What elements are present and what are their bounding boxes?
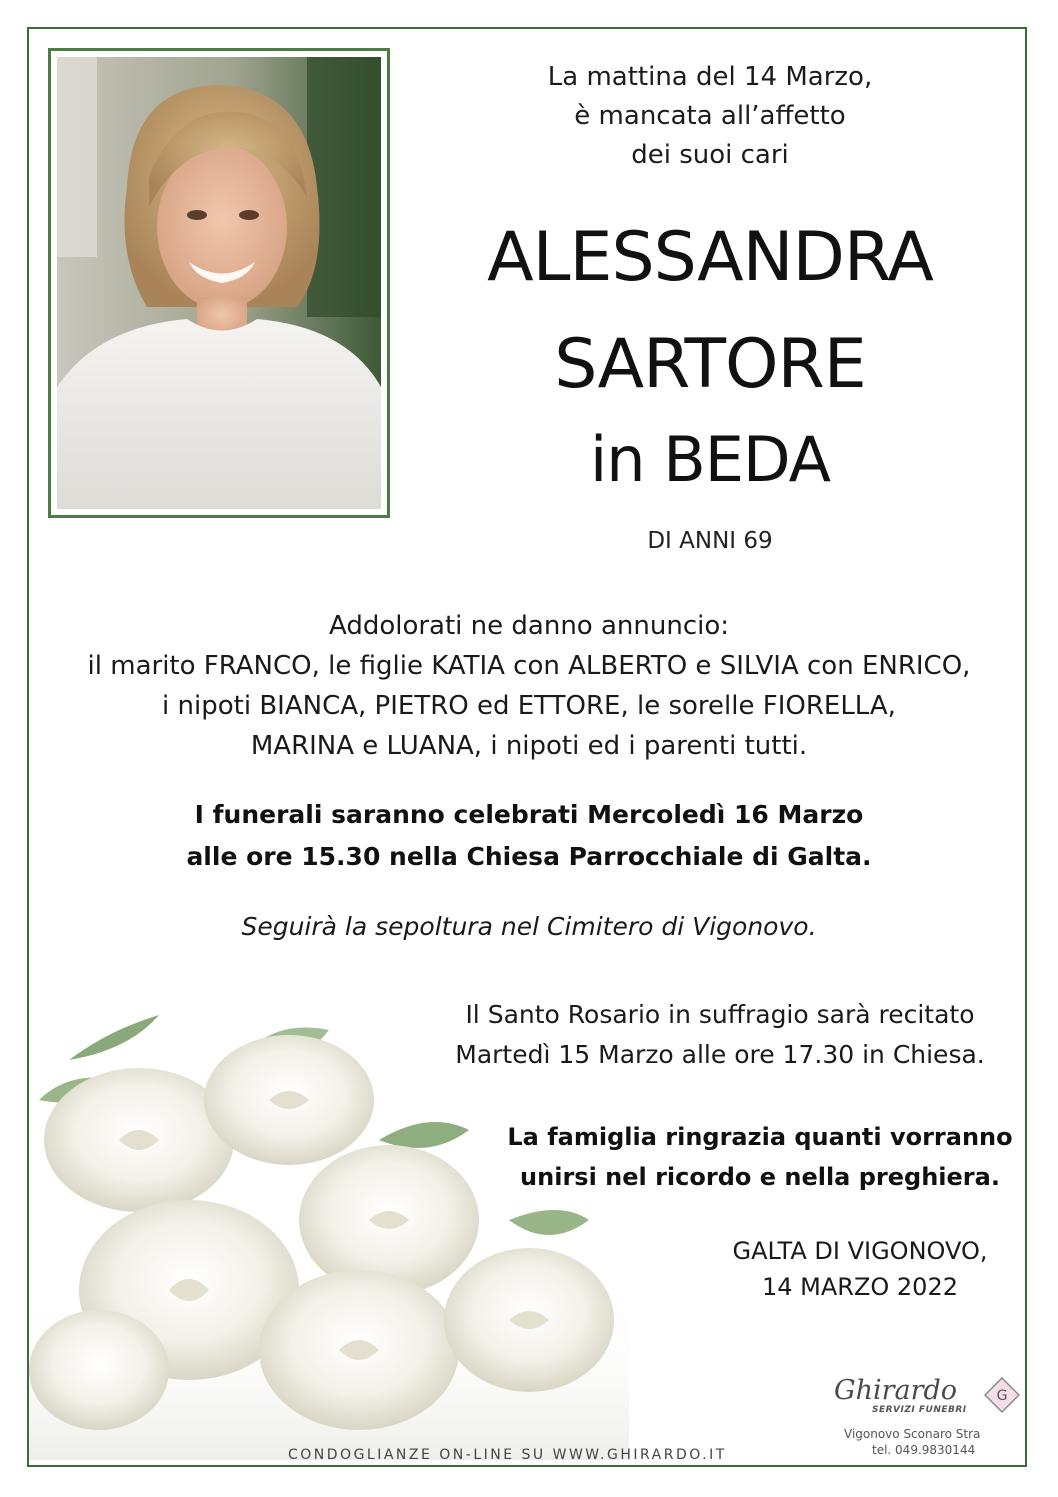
rosary-line: Martedì 15 Marzo alle ore 17.30 in Chiesa. [455,1040,985,1069]
deceased-married-name: in BEDA [589,423,830,496]
thanks-line: La famiglia ringrazia quanti vorranno [507,1123,1013,1151]
deceased-first-name: ALESSANDRA [487,218,933,297]
logo-phone: tel. 049.9830144 [872,1443,976,1457]
funeral-home-logo [834,1375,1024,1467]
logo-address: Vigonovo Sconaro Stra [844,1427,981,1441]
portrait-photo [57,57,381,509]
funeral-details [0,794,1058,878]
date-text: 14 MARZO 2022 [761,1273,958,1301]
thanks-line: unirsi nel ricordo e nella preghiera. [520,1163,1000,1191]
mourners-line: il marito FRANCO, le figlie KATIA con ALBERTO e SILVIA con ENRICO, [87,651,971,681]
mourners-line: MARINA e LUANA, i nipoti ed i parenti tutti. [250,731,808,761]
intro-line: dei suoi cari [631,140,789,170]
condolences-link-text: CONDOGLIANZE ON-LINE SU WWW.GHIRARDO.IT [288,1447,727,1463]
deceased-last-name: SARTORE [554,325,866,404]
thanks-text [480,1117,1040,1197]
mourners-line: Addolorati ne danno annuncio: [328,611,730,641]
logo-name: Ghirardo [834,1375,958,1406]
logo-subtitle: SERVIZI FUNEBRI [872,1405,967,1415]
rosary-line: Il Santo Rosario in suffragio sarà recitato [465,1000,975,1029]
mourners-line: i nipoti BIANCA, PIETRO ed ETTORE, le sorelle FIORELLA, [162,691,896,721]
burial-text: Seguirà la sepoltura nel Cimitero di Vigonovo. [241,912,817,941]
logo-letter: G [996,1388,1008,1404]
place-date [700,1233,1020,1305]
logo-diamond-icon [984,1377,1020,1413]
intro-line: è mancata all’affetto [574,101,846,131]
mourners-text [0,606,1058,766]
place-text: GALTA DI VIGONOVO, [732,1237,988,1265]
deceased-age: DI ANNI 69 [647,528,773,554]
rosary-text [380,995,1058,1075]
portrait-frame [48,48,390,518]
intro-line: La mattina del 14 Marzo, [547,62,873,92]
funeral-line: alle ore 15.30 nella Chiesa Parrocchiale di Galta. [186,842,872,871]
intro-text [430,58,990,175]
funeral-line: I funerali saranno celebrati Mercoledì 16 Marzo [194,800,864,829]
